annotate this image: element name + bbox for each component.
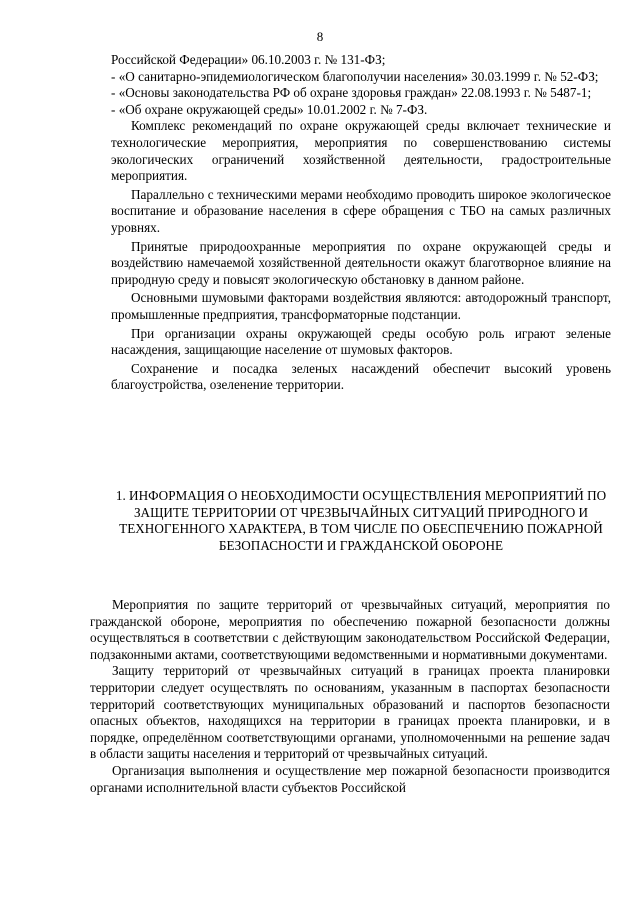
paragraph: Защиту территорий от чрезвычайных ситуаций в границах проекта планировки территории следует осуществлять по основаниям, указанным в паспортах безопасности территорий соответствующих муниципальных образований и паспортов безопасности опасных объектов, находящихся на территории в границах проекта планировки, и в порядке, определённом соответствующими органами, уполномоченными на решение задач в области защиты населения и территорий от чрезвычайных ситуаций. bbox=[90, 663, 610, 762]
paragraph: Принятые природоохранные мероприятия по охране окружающей среды и воздействию намечаемой хозяйственной деятельности окажут благотворное влияние на природную среду и повысят экологическую обстановку в данном районе. bbox=[111, 238, 611, 287]
list-item: - «Об охране окружающей среды» 10.01.2002 г. № 7-ФЗ. bbox=[111, 101, 428, 117]
paragraph: При организации охраны окружающей среды особую роль играют зеленые насаждения, защищающие население от шумовых факторов. bbox=[111, 325, 611, 358]
paragraph: Организация выполнения и осуществление мер пожарной безопасности производится органами исполнительной власти субъектов Российской bbox=[90, 762, 610, 795]
list-item: - «О санитарно-эпидемиологическом благополучии населения» 30.03.1999 г. № 52-ФЗ; bbox=[111, 68, 599, 84]
paragraph: Комплекс рекомендаций по охране окружающей среды включает технические и технологические мероприятия, мероприятия по совершенствованию системы экологических ограничений хозяйственной деятельности, градостроительные мероприятия. bbox=[111, 118, 611, 184]
section-body-top bbox=[111, 52, 611, 394]
paragraph: Сохранение и посадка зеленых насаждений обеспечит высокий уровень благоустройства, озеленение территории. bbox=[111, 360, 611, 393]
section-body-bottom bbox=[90, 597, 610, 796]
paragraph: Основными шумовыми факторами воздействия являются: автодорожный транспорт, промышленные предприятия, трансформаторные подстанции. bbox=[111, 290, 611, 322]
paragraph: Параллельно с техническими мерами необходимо проводить широкое экологическое воспитание и образование населения в сфере обращения с ТБО на самых различных уровнях. bbox=[111, 186, 611, 235]
list-item: - «Основы законодательства РФ об охране здоровья граждан» 22.08.1993 г. № 5487-1; bbox=[111, 85, 592, 101]
page-number: 8 bbox=[316, 29, 324, 44]
paragraph: Мероприятия по защите территорий от чрезвычайных ситуаций, мероприятия по гражданской обороне, мероприятия по обеспечению пожарной безопасности должны осуществляться в соответствии с действующим законодательством Российской Федерации, подзаконными актами, соответствующими ведомственными и нормативными документами. bbox=[90, 597, 610, 662]
list-item: Российской Федерации» 06.10.2003 г. № 131-ФЗ; bbox=[111, 52, 386, 67]
section-heading: 1. ИНФОРМАЦИЯ О НЕОБХОДИМОСТИ ОСУЩЕСТВЛЕНИЯ МЕРОПРИЯТИЙ ПО ЗАЩИТЕ ТЕРРИТОРИИ ОТ ЧРЕЗВЫЧАЙНЫХ СИТУАЦИЙ ПРИРОДНОГО И ТЕХНОГЕННОГО ХАРАКТЕРА, В ТОМ ЧИСЛЕ ПО ОБЕСПЕЧЕНИЮ ПОЖАРНОЙ БЕЗОПАСНОСТИ И ГРАЖДАНСКОЙ ОБОРОНЕ bbox=[115, 488, 607, 553]
